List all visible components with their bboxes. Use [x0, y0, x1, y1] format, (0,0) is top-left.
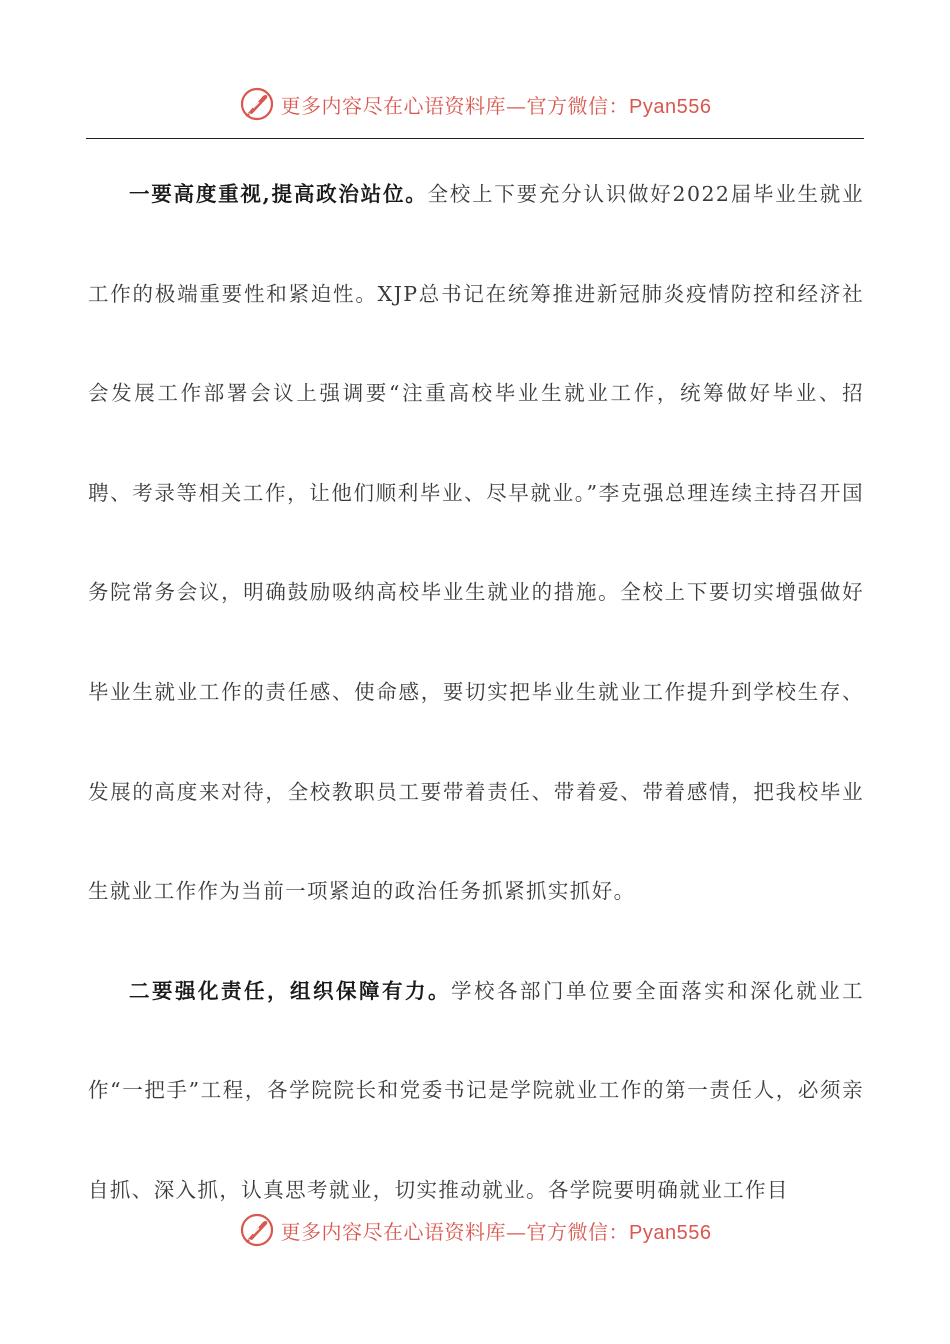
paragraph-2-lead: 二要强化责任，组织保障有力。 [129, 978, 452, 1003]
footer-banner [0, 1210, 950, 1250]
paragraph-1-body: 全校上下要充分认识做好2022届毕业生就业工作的极端重要性和紧迫性。XJP总书记在统筹推进新冠肺炎疫情防控和经济社会发展工作部署会议上强调要“注重高校毕业生就业工作，统筹做好毕业、招聘、考录等相关工作，让他们顺利毕业、尽早就业。”李克强总理连续主持召开国务院常务会议，明确鼓励吸纳高校毕业生就业的措施。全校上下要切实增强做好毕业生就业工作的责任感、使命感，要切实把毕业生就业工作提升到学校生存、发展的高度来对待，全校教职员工要带着责任、带着爱、带着感情，把我校毕业生就业工作作为当前一项紧迫的政治任务抓紧抓实抓好。 [88, 182, 864, 904]
paragraph-1-lead: 一要高度重视,提高政治站位。 [129, 182, 428, 206]
banner-text [281, 90, 712, 119]
banner-text [281, 1216, 712, 1245]
header-divider [86, 138, 864, 139]
paragraph-1 [88, 145, 864, 942]
banner-wechat-id: Pyan556 [629, 95, 712, 118]
paragraph-2 [88, 942, 864, 1241]
header-banner [0, 84, 950, 124]
banner-slogan: 更多内容尽在心语资料库—官方微信： [280, 93, 630, 118]
banner-slogan: 更多内容尽在心语资料库—官方微信： [280, 1219, 630, 1244]
document-body [88, 145, 864, 1241]
quill-pen-logo-icon [239, 1212, 275, 1248]
paragraph-2-body: 学校各部门单位要全面落实和深化就业工作“一把手”工程，各学院院长和党委书记是学院就业工作的第一责任人，必须亲自抓、深入抓，认真思考就业，切实推动就业。各学院要明确就业工作目 [88, 978, 864, 1202]
quill-pen-logo-icon [239, 86, 275, 122]
banner-wechat-id: Pyan556 [629, 1221, 712, 1244]
